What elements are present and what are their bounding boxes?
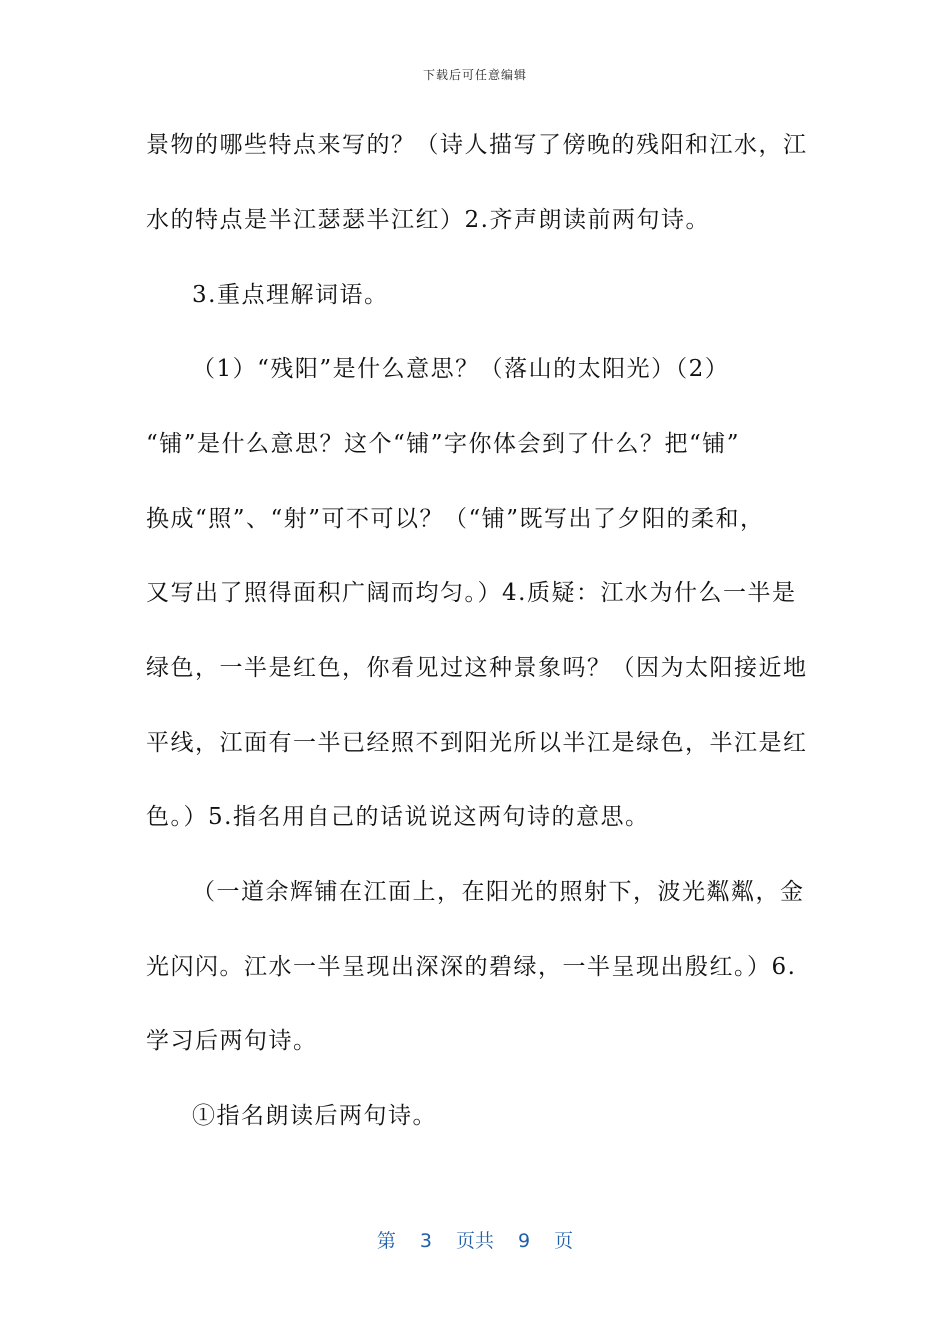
body-line-7: 又写出了照得面积广阔而均匀。）4.质疑：江水为什么一半是 bbox=[146, 580, 797, 606]
header-note: 下载后可任意编辑 bbox=[422, 68, 527, 82]
body-line-2: 水的特点是半江瑟瑟半江红）2.齐声朗读前两句诗。 bbox=[146, 207, 710, 233]
body-line-6: 换成“照”、“射”可不可以？（“铺”既写出了夕阳的柔和， bbox=[146, 506, 765, 532]
page-footer bbox=[0, 1226, 950, 1253]
body-line-14: ①指名朗读后两句诗。 bbox=[192, 1103, 437, 1129]
footer-middle: 页共 bbox=[455, 1230, 494, 1252]
body-line-13: 学习后两句诗。 bbox=[146, 1028, 318, 1054]
body-line-3: 3.重点理解词语。 bbox=[192, 282, 389, 308]
body-line-5: “铺”是什么意思？这个“铺”字你体会到了什么？把“铺” bbox=[146, 431, 741, 457]
body-line-12: 光闪闪。江水一半呈现出深深的碧绿，一半呈现出殷红。）6. bbox=[146, 954, 797, 980]
body-line-9: 平线，江面有一半已经照不到阳光所以半江是绿色，半江是红 bbox=[146, 730, 808, 756]
footer-suffix: 页 bbox=[554, 1230, 574, 1252]
footer-prefix: 第 bbox=[376, 1230, 396, 1252]
body-line-4: （1）“残阳”是什么意思？（落山的太阳光）（2） bbox=[192, 356, 730, 382]
body-line-8: 绿色，一半是红色，你看见过这种景象吗？（因为太阳接近地 bbox=[146, 655, 808, 681]
body-line-1: 景物的哪些特点来写的？（诗人描写了傍晚的残阳和江水，江 bbox=[146, 132, 808, 158]
footer-page-number: 3 bbox=[419, 1230, 432, 1252]
footer-total-pages: 9 bbox=[518, 1230, 531, 1252]
body-line-11: （一道余辉铺在江面上，在阳光的照射下，波光粼粼，金 bbox=[192, 879, 805, 905]
body-line-10: 色。）5.指名用自己的话说说这两句诗的意思。 bbox=[146, 804, 650, 830]
